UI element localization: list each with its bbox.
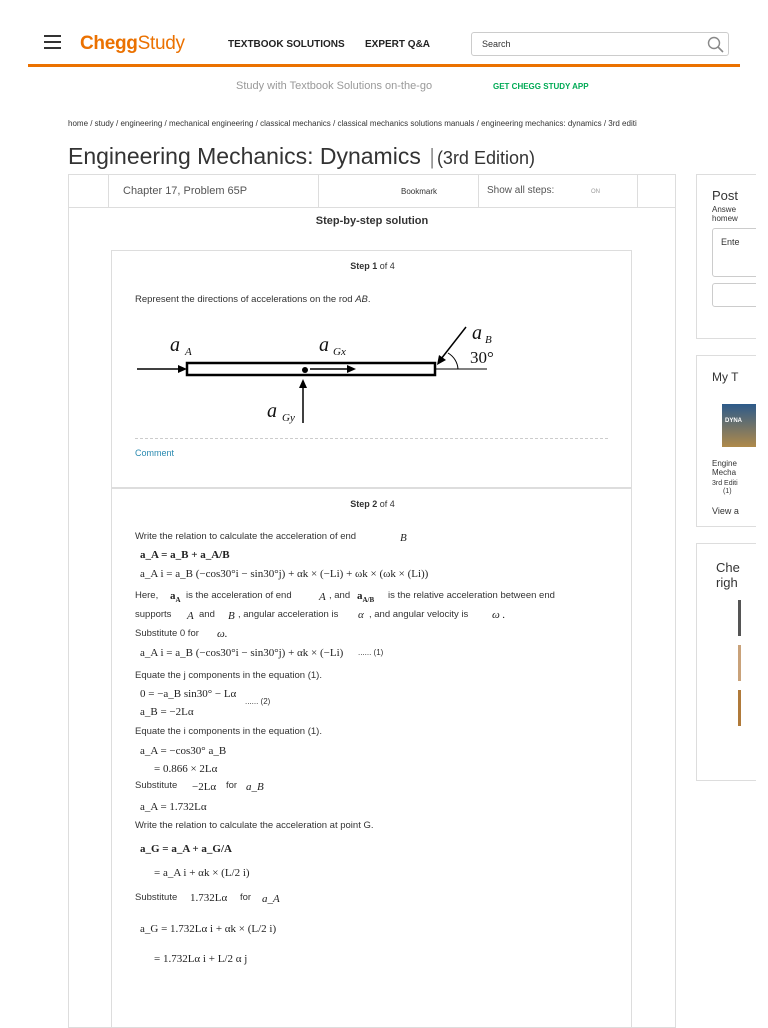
- header-divider: [28, 64, 740, 67]
- equation: a_G = a_A + a_G/A: [140, 843, 232, 855]
- step-var: B: [400, 532, 407, 544]
- solution-toolbar: [68, 174, 676, 208]
- chegg-study-logo[interactable]: [80, 33, 185, 55]
- step-text: Represent the directions of accelerations on the rod: [135, 294, 356, 305]
- center-of-mass-dot: [302, 367, 308, 373]
- step-line: for: [226, 780, 238, 791]
- label-aGx: a: [319, 334, 329, 356]
- step-line: Substitute 0 for: [135, 628, 199, 639]
- step-count: of 4: [379, 261, 395, 271]
- breadcrumb[interactable]: home / study / engineering / mechanical engineering / classical mechanics / classical mechanics solutions manuals / engineering mechanics: dynamics / 3rd editi: [68, 119, 637, 128]
- step-2-header: [112, 499, 633, 509]
- symbol: ω.: [217, 628, 228, 640]
- equation: a_A = −cos30° a_B: [140, 745, 227, 757]
- book-edition: (3rd Edition): [436, 148, 535, 168]
- check-card: [696, 543, 756, 781]
- question-placeholder: Ente: [721, 237, 740, 247]
- step-count: of 4: [379, 499, 395, 509]
- equation: a_B = −2Lα: [140, 706, 194, 718]
- logo-product: Study: [137, 33, 185, 54]
- equation: a_A i = a_B (−cos30°i − sin30°j) + αk × (−Li) + ωk × (ωk × (Li)): [140, 568, 429, 580]
- symbol: −2Lα: [192, 781, 217, 793]
- nav-textbook-solutions[interactable]: TEXTBOOK SOLUTIONS: [228, 39, 345, 50]
- symbol: $a_{A/B}$: [357, 590, 375, 605]
- equation: a_A = a_B + a_A/B: [140, 549, 230, 561]
- title-separator: |: [429, 144, 435, 169]
- show-all-steps-label: Show all steps:: [487, 185, 555, 196]
- thumbnail-edge: [738, 600, 741, 636]
- show-all-toggle[interactable]: ON: [591, 189, 600, 195]
- equation: = a_A i + αk × (L/2 i): [154, 867, 250, 879]
- arrow-aB: [441, 327, 466, 359]
- label-aGy: a: [267, 400, 277, 422]
- book-edition-short: 3rd Editi: [712, 480, 738, 487]
- symbol: 1.732Lα: [190, 892, 228, 904]
- step-1-header: [112, 261, 633, 271]
- solution-title: Step-by-step solution: [315, 215, 429, 227]
- arrowhead-aB: [437, 355, 446, 365]
- get-app-link[interactable]: GET CHEGG STUDY APP: [493, 82, 589, 91]
- check-title: righ: [716, 575, 738, 590]
- step-line: Write the relation to calculate the acceleration at point G.: [135, 820, 374, 831]
- toolbar-divider: [478, 175, 479, 207]
- promo-text: Study with Textbook Solutions on-the-go: [236, 80, 433, 92]
- step-line: , angular acceleration is: [238, 609, 339, 620]
- question-input[interactable]: [712, 228, 756, 277]
- step-line: Substitute: [135, 892, 178, 903]
- label-aB-sub: B: [485, 334, 492, 346]
- step-line: for: [240, 892, 252, 903]
- book-cover-thumbnail[interactable]: DYNA: [722, 404, 756, 447]
- comment-link[interactable]: Comment: [135, 448, 175, 458]
- symbol: $a_A$: [170, 590, 181, 605]
- problem-label: Chapter 17, Problem 65P: [123, 185, 248, 197]
- post-question-card: [696, 174, 756, 339]
- book-title: Engineering Mechanics: Dynamics: [68, 143, 421, 169]
- label-aGy-sub: Gy: [282, 412, 295, 424]
- menu-icon[interactable]: [44, 35, 61, 49]
- equation-tag: ...... (2): [245, 697, 271, 706]
- book-edition-short: (1): [723, 488, 732, 495]
- step-line: Equate the j components in the equation (1).: [135, 670, 322, 681]
- label-aGx-sub: Gx: [333, 346, 346, 358]
- angle-label: 30°: [470, 348, 494, 367]
- page-title: [68, 143, 535, 170]
- step-1-card: [111, 250, 632, 488]
- post-title: Post: [712, 188, 739, 203]
- check-title: Che: [716, 560, 740, 575]
- toolbar-divider: [318, 175, 319, 207]
- thumbnail-edge: [738, 645, 741, 681]
- toolbar-divider: [637, 175, 638, 207]
- equation: = 0.866 × 2Lα: [154, 763, 218, 775]
- step-text: .: [367, 294, 371, 305]
- step-line: is the relative acceleration between end: [388, 590, 555, 601]
- step-line: Write the relation to calculate the acceleration of end: [135, 531, 357, 542]
- symbol: B: [228, 610, 235, 622]
- symbol: ω .: [492, 609, 506, 621]
- book-title-short[interactable]: Engine: [712, 459, 737, 468]
- nav-expert-qa[interactable]: EXPERT Q&A: [365, 39, 431, 50]
- bookmark-button[interactable]: Bookmark: [401, 187, 438, 196]
- symbol: a_B: [246, 781, 264, 793]
- symbol: A: [319, 591, 326, 603]
- thumbnail-edge: [738, 690, 741, 726]
- arrowhead-aA: [178, 365, 187, 373]
- equation: a_A i = a_B (−cos30°i − sin30°j) + αk × (−Li): [140, 647, 344, 659]
- comment-divider: [135, 438, 608, 439]
- search-input[interactable]: [482, 39, 682, 49]
- my-textbooks-card: [696, 355, 756, 527]
- book-title-short[interactable]: Mecha: [712, 468, 737, 477]
- equation: = 1.732Lα i + L/2 α j: [154, 953, 248, 965]
- post-subtitle: Answe: [712, 205, 737, 214]
- view-all-link[interactable]: View a: [712, 506, 739, 516]
- symbol: a_A: [262, 893, 280, 905]
- step-line: Equate the i components in the equation (1).: [135, 726, 322, 737]
- logo-brand: Chegg: [80, 33, 138, 54]
- label-aA: a: [170, 334, 180, 356]
- step-2-card: [111, 488, 632, 1028]
- symbol: A: [187, 610, 194, 622]
- step-line: , and angular velocity is: [369, 609, 469, 620]
- label-aB: a: [472, 322, 482, 344]
- arrowhead-aGy: [299, 379, 307, 388]
- equation: a_A = 1.732Lα: [140, 801, 207, 813]
- step-var: AB: [355, 294, 368, 305]
- post-button[interactable]: [712, 283, 756, 307]
- symbol: α: [358, 609, 364, 621]
- step-line: Here,: [135, 590, 159, 601]
- my-textbooks-title: My T: [712, 370, 739, 384]
- step-line: and: [199, 609, 215, 620]
- equation: 0 = −a_B sin30° − Lα: [140, 688, 237, 700]
- step-line: Substitute: [135, 780, 178, 791]
- step-line: is the acceleration of end: [186, 590, 292, 601]
- step-label: Step 1: [350, 261, 378, 271]
- step-1-text: [135, 294, 371, 305]
- step-label: Step 2: [350, 499, 378, 509]
- label-aA-sub: A: [185, 346, 192, 358]
- search-icon[interactable]: [707, 36, 725, 54]
- post-subtitle: homew: [712, 214, 738, 223]
- step-line: , and: [329, 590, 351, 601]
- angle-arc: [448, 353, 458, 369]
- toolbar-divider: [108, 175, 109, 207]
- rod-acceleration-diagram: [132, 313, 512, 428]
- equation: a_G = 1.732Lα i + αk × (L/2 i): [140, 923, 277, 935]
- equation-tag: ...... (1): [358, 648, 384, 657]
- search-box[interactable]: [471, 32, 729, 56]
- step-line: supports: [135, 609, 172, 620]
